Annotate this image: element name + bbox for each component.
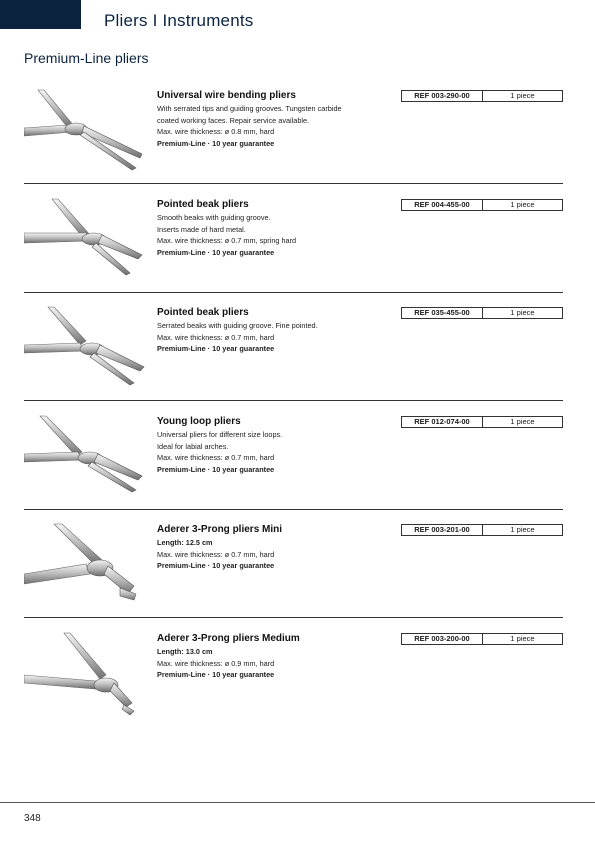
product-description: coated working faces. Repair service available. <box>157 115 310 125</box>
product-name: Aderer 3-Prong pliers Mini <box>157 524 283 535</box>
pliers-image <box>24 414 149 504</box>
product-guarantee: Premium-Line · 10 year guarantee <box>157 464 275 474</box>
product-guarantee: Premium-Line · 10 year guarantee <box>157 247 275 257</box>
divider <box>24 509 563 510</box>
quantity: 1 piece <box>510 417 535 426</box>
product-spec: Max. wire thickness: ø 0.7 mm, hard <box>157 453 275 463</box>
product-length: Length: 13.0 cm <box>157 647 213 656</box>
product-guarantee: Premium-Line · 10 year guarantee <box>157 670 275 680</box>
order-info <box>401 307 563 319</box>
order-info <box>401 633 563 645</box>
product-description: With serrated tips and guiding grooves. Tungsten carbide <box>157 104 342 113</box>
ref-number: REF 003-200-00 <box>402 634 483 644</box>
ref-number: REF 004-455-00 <box>402 200 483 210</box>
page-header-title: Pliers I Instruments <box>104 11 254 30</box>
product-spec: Max. wire thickness: ø 0.8 mm, hard <box>157 127 275 137</box>
product-spec: Max. wire thickness: ø 0.7 mm, hard <box>157 549 275 559</box>
pliers-image <box>24 522 149 612</box>
divider <box>24 617 563 618</box>
quantity: 1 piece <box>510 308 535 317</box>
ref-number: REF 003-201-00 <box>402 525 483 535</box>
product-item <box>24 631 563 727</box>
divider <box>24 292 563 293</box>
product-description: Smooth beaks with guiding groove. <box>157 213 271 222</box>
product-name: Pointed beak pliers <box>157 307 249 318</box>
product-name: Pointed beak pliers <box>157 199 249 210</box>
product-name: Young loop pliers <box>157 416 241 427</box>
pliers-image <box>24 631 149 721</box>
order-info <box>401 90 563 102</box>
order-info <box>401 199 563 211</box>
page-number: 348 <box>24 813 41 824</box>
product-guarantee: Premium-Line · 10 year guarantee <box>157 561 275 571</box>
product-item <box>24 522 563 618</box>
product-description: Universal pliers for different size loops. <box>157 430 283 439</box>
ref-number: REF 012-074-00 <box>402 417 483 427</box>
product-name: Aderer 3-Prong pliers Medium <box>157 633 300 644</box>
product-length: Length: 12.5 cm <box>157 538 213 547</box>
product-description: Ideal for labial arches. <box>157 441 229 451</box>
quantity: 1 piece <box>510 634 535 643</box>
product-spec: Max. wire thickness: ø 0.7 mm, spring hard <box>157 236 297 246</box>
pliers-image <box>24 305 149 395</box>
ref-number: REF 003-290-00 <box>402 91 483 101</box>
product-description: Inserts made of hard metal. <box>157 224 246 234</box>
product-item <box>24 88 563 184</box>
pliers-image <box>24 197 149 287</box>
product-guarantee: Premium-Line · 10 year guarantee <box>157 138 275 148</box>
ref-number: REF 035-455-00 <box>402 308 483 318</box>
section-title: Premium-Line pliers <box>24 50 149 66</box>
quantity: 1 piece <box>510 91 535 100</box>
divider <box>24 183 563 184</box>
product-item <box>24 414 563 510</box>
quantity: 1 piece <box>510 200 535 209</box>
product-description: Serrated beaks with guiding groove. Fine pointed. <box>157 321 318 330</box>
order-info <box>401 416 563 428</box>
product-item <box>24 197 563 293</box>
product-guarantee: Premium-Line · 10 year guarantee <box>157 344 275 354</box>
divider <box>24 400 563 401</box>
footer-divider <box>0 802 595 803</box>
quantity: 1 piece <box>510 525 535 534</box>
product-item <box>24 305 563 401</box>
header-color-block <box>0 0 81 29</box>
pliers-image <box>24 88 149 178</box>
product-name: Universal wire bending pliers <box>157 90 296 101</box>
order-info <box>401 524 563 536</box>
product-spec: Max. wire thickness: ø 0.9 mm, hard <box>157 658 275 668</box>
product-spec: Max. wire thickness: ø 0.7 mm, hard <box>157 332 275 342</box>
